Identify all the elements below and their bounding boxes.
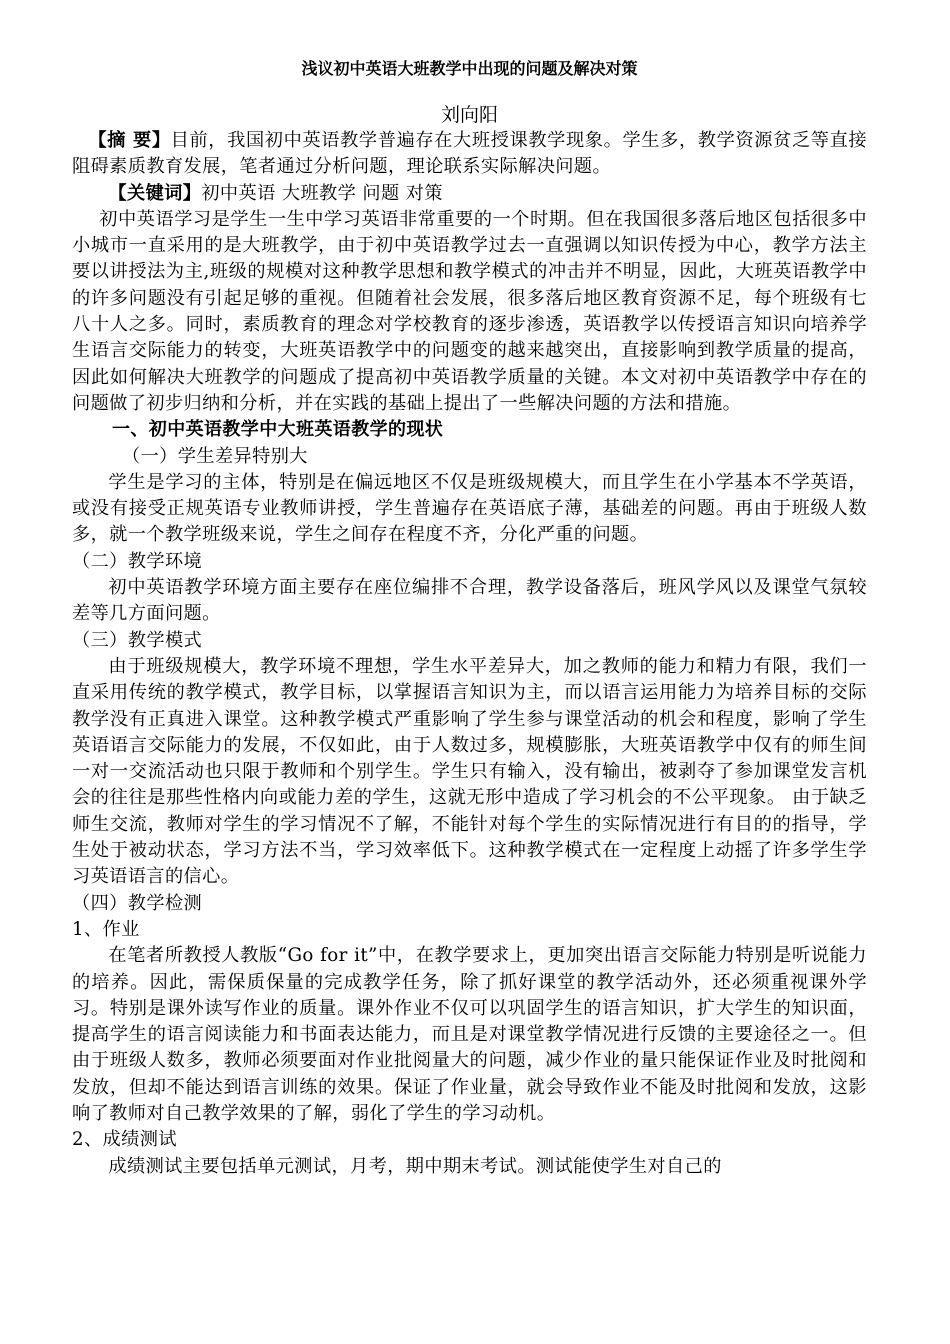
subsection-heading-4: （四）教学检测 [72,892,203,914]
section-heading: 一、初中英语教学中大班英语教学的现状 [112,419,444,441]
page-title: 浅议初中英语大班教学中出现的问题及解决对策 [301,59,638,78]
item-text-2: 成绩测试主要包括单元测试，月考，期中期末考试。测试能使学生对自己的 [108,1155,722,1177]
keywords-label: 【关键词】 [108,182,202,204]
subsection-heading-1: （一）学生差异特别大 [122,445,308,467]
subsection-text-1: 学生是学习的主体，特别是在偏远地区不仅是班级规模大，而且学生在小学基本不学英语，或没有接受正规英语专业教师讲授，学生普遍存在英语底子薄，基础差的问题。再由于班级人数多，就一个教学班级来说，学生之间存在程度不齐，分化严重的问题。 [72,471,867,546]
subsection-text-2: 初中英语教学环境方面主要存在座位编排不合理，教学设备落后，班风学风以及课堂气氛较差等几方面问题。 [72,577,867,625]
item-heading-1: 1、作业 [72,918,140,940]
subsection-text-3: 由于班级规模大，教学环境不理想，学生水平差异大，加之教师的能力和精力有限，我们一直采用传统的教学模式，教学目标，以掌握语言知识为主，而以语言运用能力为培养目标的交际教学没有正真进入课堂。这种教学模式严重影响了学生参与课堂活动的机会和程度，影响了学生英语语言交际能力的发展，不仅如此，由于人数过多，规模膨胀，大班英语教学中仅有的师生间一对一交流活动也只限于教师和个别学生。学生只有输入，没有输出，被剥夺了参加课堂发言机会的往往是那些性格内向或能力差的学生，这就无形中造成了学习机会的不公平现象。 由于缺乏师生交流，教师对学生的学习情况不了解，不能针对每个学生的实际情况进行有目的的指导，学生处于被动状态，学习方法不当，学习效率低下。这种教学模式在一定程度上动摇了许多学生学习英语语言的信心。 [72,655,867,888]
keywords-paragraph [72,181,867,207]
abstract-paragraph [72,128,867,181]
item-heading-2: 2、成绩测试 [72,1129,177,1151]
subsection-heading-3: （三）教学模式 [72,629,203,651]
author-name: 刘向阳 [440,104,498,126]
document-body [72,128,867,1180]
intro-paragraph: 初中英语学习是学生一生中学习英语非常重要的一个时期。但在我国很多落后地区包括很多中小城市一直采用的是大班教学，由于初中英语教学过去一直强调以知识传授为中心，教学方法主要以讲授法为主,班级的规模对这种教学思想和教学模式的冲击并不明显，因此，大班英语教学中的许多问题没有引起足够的重视。但随着社会发展，很多落后地区教育资源不足，每个班级有七八十人之多。同时，素质教育的理念对学校教育的逐步渗透，英语教学以传授语言知识向培养学生语言交际能力的转变，大班英语教学中的问题变的越来越突出，直接影响到教学质量的提高，因此如何解决大班教学的问题成了提高初中英语教学质量的关键。本文对初中英语教学中存在的问题做了初步归纳和分析，并在实践的基础上提出了一些解决问题的方法和措施。 [72,208,867,414]
item-text-1: 在笔者所教授人教版“Go for it”中，在教学要求上，更加突出语言交际能力特别是听说能力的培养。因此，需保质保量的完成教学任务，除了抓好课堂的教学活动外，还必须重视课外学习。特别是课外读写作业的质量。课外作业不仅可以巩固学生的语言知识，扩大学生的知识面，提高学生的语言阅读能力和书面表达能力，而且是对课堂教学情况进行反馈的主要途径之一。但由于班级人数多，教师必须要面对作业批阅量大的问题，减少作业的量只能保证作业及时批阅和发放，但却不能达到语言训练的效果。保证了作业量，就会导致作业不能及时批阅和发放，这影响了教师对自己教学效果的了解，弱化了学生的学习动机。 [72,945,867,1124]
keywords-text: 初中英语 大班教学 问题 对策 [201,182,443,204]
abstract-text: 目前，我国初中英语教学普遍存在大班授课教学现象。学生多，教学资源贫乏等直接阻碍素质教育发展，笔者通过分析问题，理论联系实际解决问题。 [72,130,867,178]
subsection-heading-2: （二）教学环境 [72,550,203,572]
abstract-label: 【摘 要】 [88,130,171,151]
